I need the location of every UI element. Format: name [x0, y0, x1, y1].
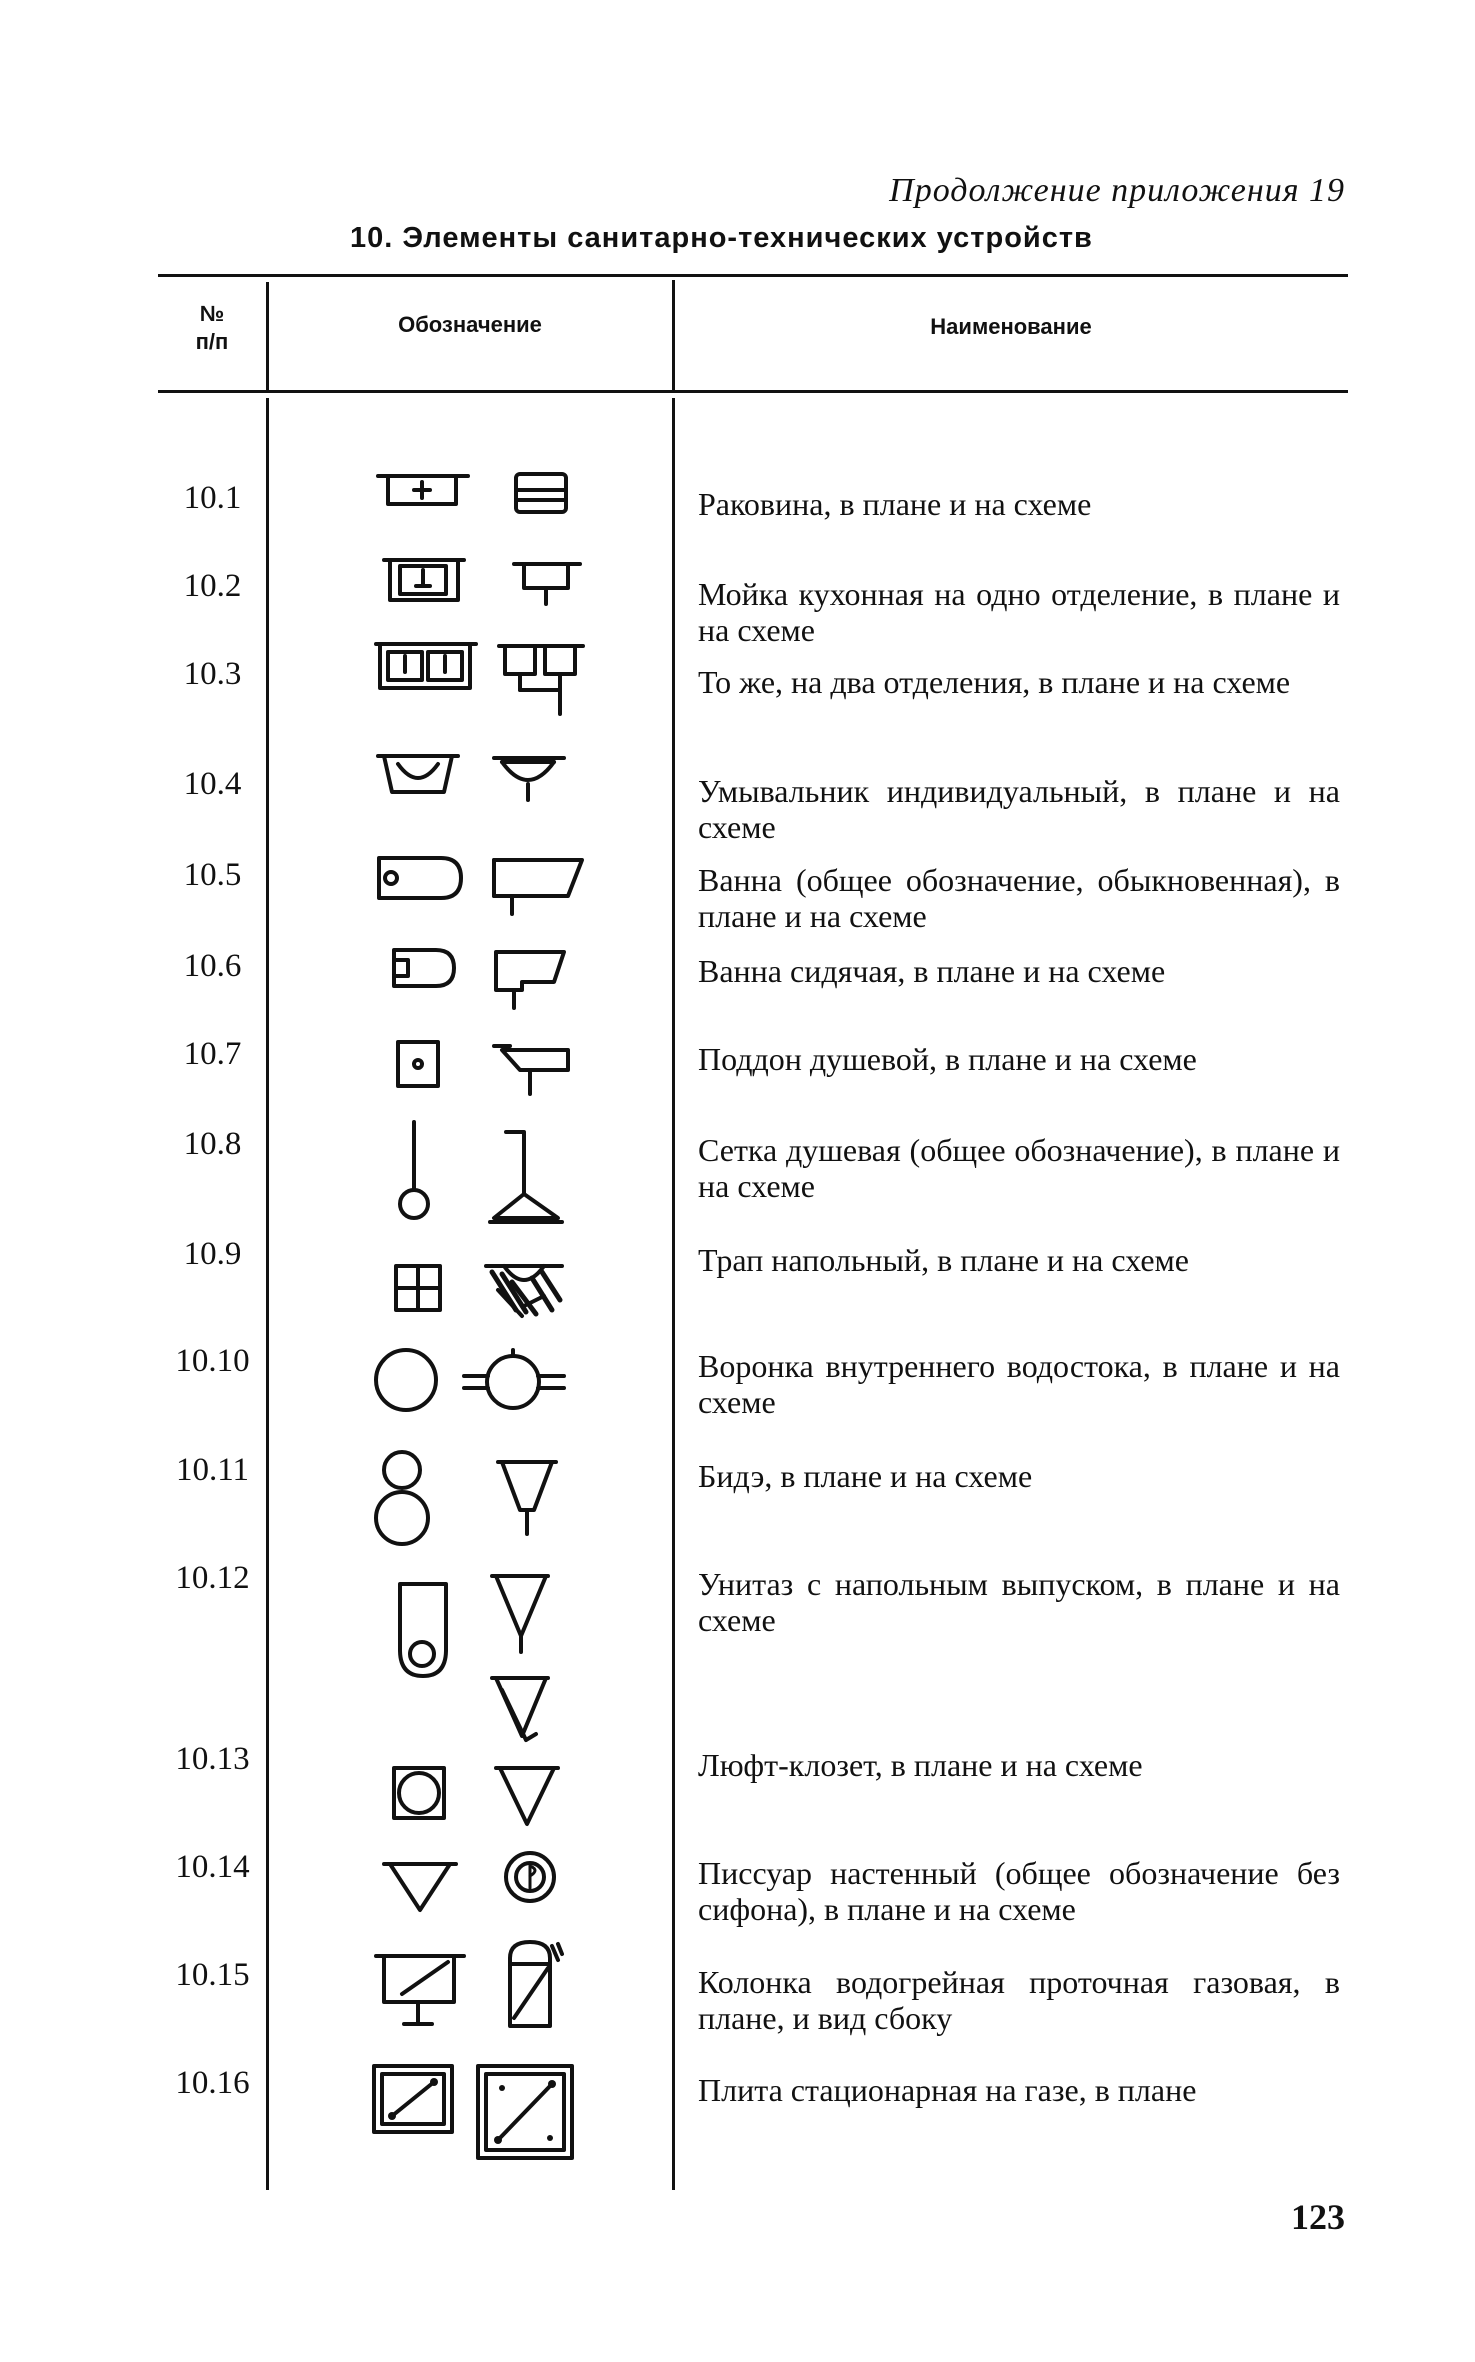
row-number: 10.3 [183, 656, 242, 692]
row-name: Люфт-клозет, в плане и на схеме [698, 1747, 1143, 1783]
floor-drain-plan-icon [390, 1260, 446, 1316]
column-divider-1 [266, 398, 269, 2190]
floor-drain-scheme-icon [482, 1260, 566, 1320]
row-name: Ванна (общее обозначение, обыкновенная), в плане и на схеме [698, 862, 1340, 934]
column-header-name: Наименование [930, 314, 1092, 339]
kitchen-sink-double-scheme-icon [495, 640, 590, 718]
row-number: 10.6 [183, 948, 242, 984]
row-name: Бидэ, в плане и на схеме [698, 1458, 1033, 1494]
row-name: Унитаз с напольным выпуском, в плане и на схеме [698, 1566, 1340, 1638]
gas-stove-scheme-icon [472, 2060, 578, 2164]
row-number: 10.4 [183, 766, 242, 802]
air-closet-scheme-icon [492, 1762, 562, 1832]
row-name: Мойка кухонная на одно отделение, в плане и на схеме [698, 576, 1340, 648]
row-name: Сетка душевая (общее обозначение), в плане и на схеме [698, 1132, 1340, 1204]
table-title: 10. Элементы санитарно-технических устройств [350, 222, 1093, 254]
washbasin-scheme-icon [490, 752, 570, 804]
shower-tray-plan-icon [392, 1036, 444, 1092]
shower-head-plan-icon [390, 1116, 440, 1230]
row-number: 10.9 [183, 1236, 242, 1272]
column-divider-2-head [672, 280, 675, 390]
column-header-number: № п/п [195, 301, 229, 354]
row-name: Воронка внутреннего водостока, в плане и на схеме [698, 1348, 1340, 1420]
row-name: Раковина, в плане и на схеме [698, 486, 1092, 522]
shower-tray-scheme-icon [490, 1040, 575, 1102]
row-name: То же, на два отделения, в плане и на схеме [698, 664, 1291, 700]
row-name: Писсуар настенный (общее обозначение без сифона), в плане и на схеме [698, 1855, 1340, 1927]
column-divider-1-head [266, 282, 269, 390]
row-number: 10.14 [175, 1849, 250, 1885]
shower-head-scheme-icon [488, 1126, 568, 1228]
table-header-rule [158, 390, 1348, 393]
row-number: 10.5 [183, 857, 242, 893]
row-name: Плита стационарная на газе, в плане [698, 2072, 1197, 2108]
toilet-plan-icon [392, 1578, 454, 1682]
row-name: Ванна сидячая, в плане и на схеме [698, 953, 1166, 989]
row-number: 10.7 [183, 1036, 242, 1072]
row-name: Колонка водогрейная проточная газовая, в плане, и вид сбоку [698, 1964, 1340, 2036]
air-closet-plan-icon [388, 1762, 450, 1824]
gas-stove-plan-icon [368, 2060, 458, 2140]
bathtub-plan-icon [373, 852, 468, 908]
table-top-rule [158, 274, 1348, 277]
row-number: 10.13 [175, 1741, 250, 1777]
kitchen-sink-single-plan-icon [382, 556, 467, 606]
sitz-bath-plan-icon [388, 944, 463, 996]
page-number: 123 [1291, 2197, 1345, 2237]
roof-drain-funnel-scheme-icon [460, 1346, 570, 1416]
continuation-header: Продолжение приложения 19 [889, 172, 1345, 209]
column-header-symbol: Обозначение [398, 312, 542, 337]
bidet-plan-icon [370, 1444, 436, 1550]
row-number: 10.16 [175, 2065, 250, 2101]
column-divider-2 [672, 398, 675, 2190]
row-number: 10.12 [175, 1560, 250, 1596]
roof-drain-funnel-plan-icon [372, 1344, 442, 1416]
row-number: 10.2 [183, 568, 242, 604]
kitchen-sink-double-plan-icon [374, 640, 479, 696]
row-name: Трап напольный, в плане и на схеме [698, 1242, 1189, 1278]
bathtub-scheme-icon [490, 852, 590, 920]
row-number: 10.10 [175, 1343, 250, 1379]
washbasin-plan-icon [376, 752, 461, 798]
urinal-plan-icon [380, 1858, 460, 1916]
sitz-bath-scheme-icon [492, 944, 572, 1014]
gas-water-heater-scheme-icon [500, 1934, 572, 2034]
urinal-scheme-icon [500, 1846, 560, 1908]
row-name: Поддон душевой, в плане и на схеме [698, 1041, 1197, 1077]
sink-plan-icon [376, 472, 471, 512]
bidet-scheme-icon [494, 1456, 560, 1540]
row-number: 10.11 [175, 1452, 250, 1488]
sink-scheme-icon [512, 470, 572, 518]
row-number: 10.8 [183, 1126, 242, 1162]
kitchen-sink-single-scheme-icon [510, 558, 585, 608]
toilet-scheme-icon [488, 1570, 554, 1770]
row-number: 10.1 [183, 480, 242, 516]
row-number: 10.15 [175, 1957, 250, 1993]
gas-water-heater-plan-icon [374, 1950, 466, 2032]
row-name: Умывальник индивидуальный, в плане и на схеме [698, 773, 1340, 845]
